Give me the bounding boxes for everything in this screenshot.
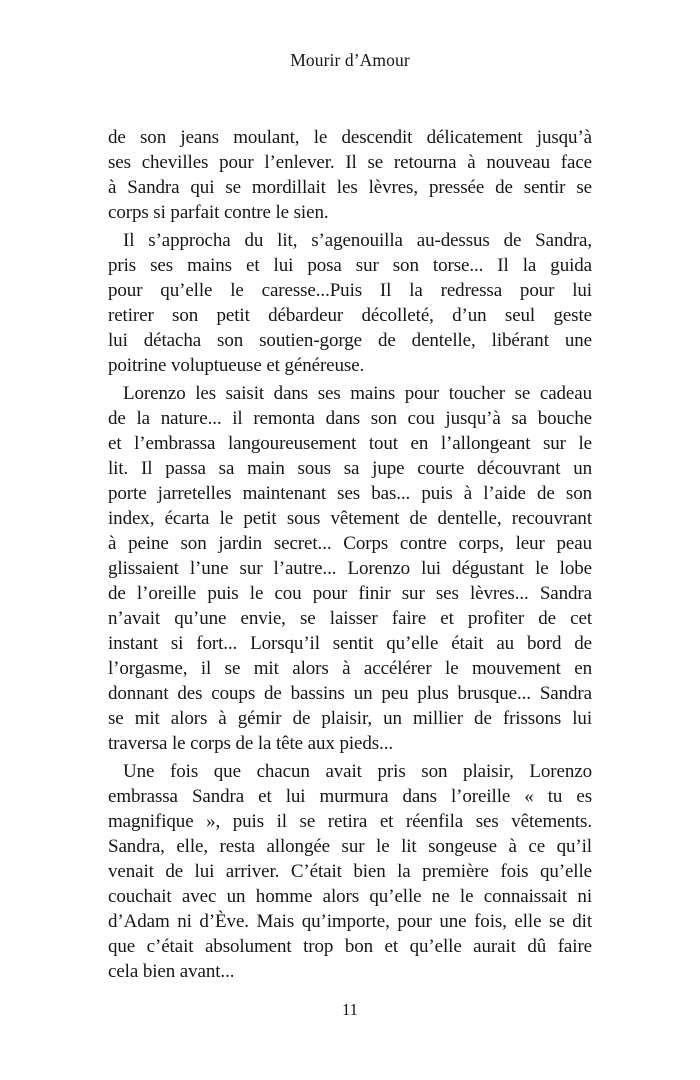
text-line: l’orgasme, il se mit alors à accélérer le mouvement en	[108, 658, 592, 679]
text-line: venait de lui arriver. C’était bien la première fois qu’elle	[108, 861, 592, 882]
text-line: de la nature... il remonta dans son cou jusqu’à sa bouche	[108, 408, 592, 429]
text-line: et l’embrassa langoureusement tout en l’allongeant sur le	[108, 433, 592, 454]
text-line: lit. Il passa sa main sous sa jupe courte découvrant un	[108, 458, 592, 479]
page-body	[108, 125, 592, 987]
text-line: Une fois que chacun avait pris son plaisir, Lorenzo	[123, 761, 592, 782]
text-line: à peine son jardin secret... Corps contre corps, leur peau	[108, 533, 592, 554]
text-line: ses chevilles pour l’enlever. Il se retourna à nouveau face	[108, 152, 592, 173]
text-line: de son jeans moulant, le descendit délicatement jusqu’à	[108, 127, 592, 148]
text-line: que c’était absolument trop bon et qu’elle aurait dû faire	[108, 936, 592, 957]
text-line: index, écarta le petit sous vêtement de dentelle, recouvrant	[108, 508, 592, 529]
text-line: pris ses mains et lui posa sur son torse... Il la guida	[108, 255, 592, 276]
text-line: Il s’approcha du lit, s’agenouilla au-dessus de Sandra,	[123, 230, 592, 251]
paragraph	[108, 125, 592, 225]
text-line: couchait avec un homme alors qu’elle ne le connaissait ni	[108, 886, 592, 907]
text-line: d’Adam ni d’Ève. Mais qu’importe, pour une fois, elle se dit	[108, 911, 592, 932]
text-line: Lorenzo les saisit dans ses mains pour toucher se cadeau	[123, 383, 592, 404]
text-line: corps si parfait contre le sien.	[108, 202, 329, 223]
text-line: embrassa Sandra et lui murmura dans l’oreille « tu es	[108, 786, 592, 807]
page-number: 11	[342, 1000, 358, 1019]
text-line: retirer son petit débardeur décolleté, d’un seul geste	[108, 305, 592, 326]
text-line: traversa le corps de la tête aux pieds...	[108, 733, 394, 754]
text-line: cela bien avant...	[108, 961, 235, 982]
text-line: lui détacha son soutien-gorge de dentelle, libérant une	[108, 330, 592, 351]
text-line: magnifique », puis il se retira et réenfila ses vêtements.	[108, 811, 592, 832]
text-line: glissaient l’une sur l’autre... Lorenzo lui dégustant le lobe	[108, 558, 592, 579]
paragraph	[108, 228, 592, 378]
paragraph	[108, 381, 592, 756]
text-line: à Sandra qui se mordillait les lèvres, pressée de sentir se	[108, 177, 592, 198]
running-header: Mourir d’Amour	[290, 50, 410, 70]
text-line: Sandra, elle, resta allongée sur le lit songeuse à ce qu’il	[108, 836, 592, 857]
paragraph	[108, 759, 592, 984]
text-line: pour qu’elle le caresse...Puis Il la redressa pour lui	[108, 280, 592, 301]
text-line: porte jarretelles maintenant ses bas... puis à l’aide de son	[108, 483, 592, 504]
text-line: de l’oreille puis le cou pour finir sur ses lèvres... Sandra	[108, 583, 592, 604]
text-line: se mit alors à gémir de plaisir, un millier de frissons lui	[108, 708, 592, 729]
text-line: poitrine voluptueuse et généreuse.	[108, 355, 365, 376]
text-line: donnant des coups de bassins un peu plus brusque... Sandra	[108, 683, 592, 704]
text-line: instant si fort... Lorsqu’il sentit qu’elle était au bord de	[108, 633, 592, 654]
text-line: n’avait qu’une envie, se laisser faire et profiter de cet	[108, 608, 592, 629]
